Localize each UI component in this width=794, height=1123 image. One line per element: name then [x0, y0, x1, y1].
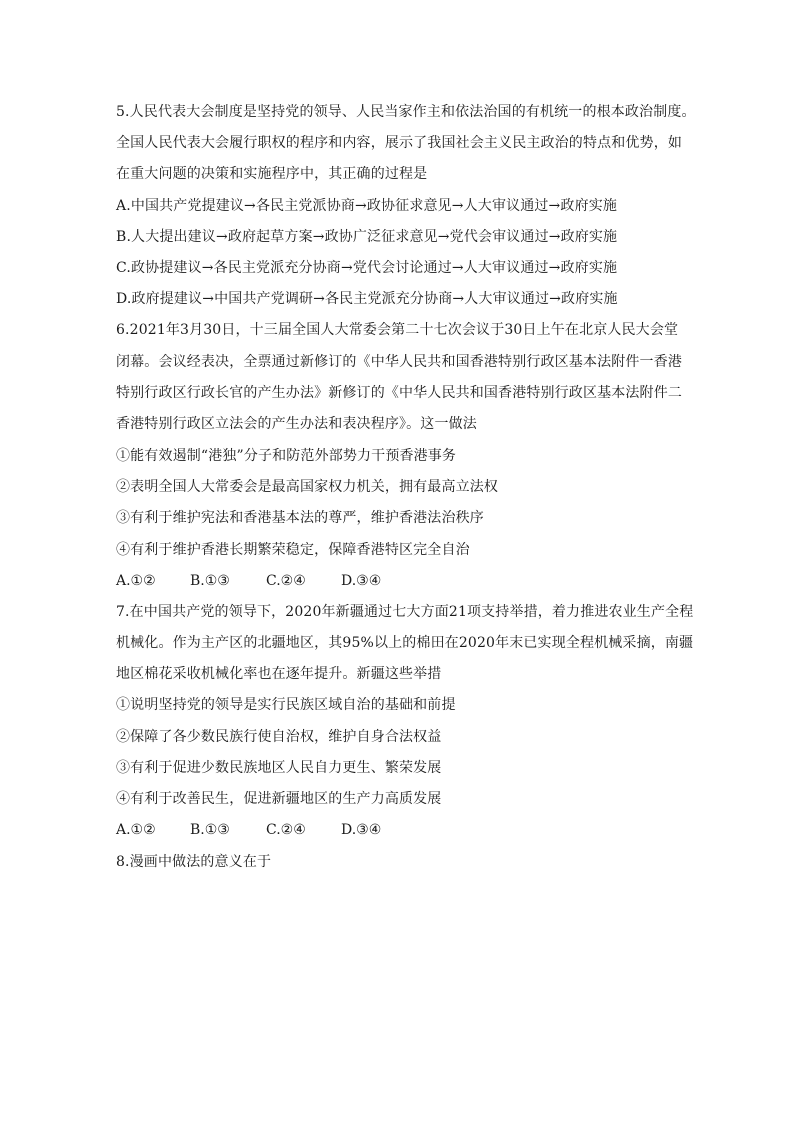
q7-stem-line-1: 7.在中国共产党的领导下，2020年新疆通过七大方面21项支持举措，着力推进农业生产全程: [116, 604, 694, 620]
q6-statement-3: ③有利于维护宪法和香港基本法的尊严，维护香港法治秩序: [116, 510, 484, 526]
q5-option-d: D.政府提建议→中国共产党调研→各民主党派充分协商→人大审议通过→政府实施: [116, 291, 618, 307]
q6-choice-b: B.①③: [190, 573, 230, 589]
q7-stem-line-2: 机械化。作为主产区的北疆地区，其95%以上的棉田在2020年末已实现全程机械采摘，南疆: [116, 635, 694, 651]
q7-statement-3: ③有利于促进少数民族地区人民自力更生、繁荣发展: [116, 760, 442, 776]
q6-statement-1: ①能有效遏制“港独”分子和防范外部势力干预香港事务: [116, 448, 457, 464]
q6-choice-a: A.①②: [116, 573, 156, 589]
q7-statement-4: ④有利于改善民生，促进新疆地区的生产力高质发展: [116, 791, 442, 807]
q7-choice-d: D.③④: [341, 822, 382, 838]
q5-stem-line-3: 在重大问题的决策和实施程序中，其正确的过程是: [116, 166, 428, 182]
q6-choice-d: D.③④: [341, 573, 382, 589]
q6-stem-line-3: 特别行政区行政长官的产生办法》新修订的《中华人民共和国香港特别行政区基本法附件二: [116, 385, 682, 401]
q8-stem-line-1: 8.漫画中做法的意义在于: [116, 854, 272, 870]
q7-answer-choices: [116, 820, 381, 840]
q7-choice-b: B.①③: [190, 822, 230, 838]
q6-stem-line-2: 闭幕。会议经表决，全票通过新修订的《中华人民共和国香港特别行政区基本法附件一香港: [116, 354, 682, 370]
q6-choice-c: C.②④: [266, 573, 306, 589]
q5-stem-line-1: 5.人民代表大会制度是坚持党的领导、人民当家作主和依法治国的有机统一的根本政治制度。: [116, 104, 696, 120]
q7-statement-2: ②保障了各少数民族行使自治权，维护自身合法权益: [116, 729, 442, 745]
q5-option-c: C.政协提建议→各民主党派充分协商→党代会讨论通过→人大审议通过→政府实施: [116, 260, 618, 276]
q5-option-b: B.人大提出建议→政府起草方案→政协广泛征求意见→党代会审议通过→政府实施: [116, 229, 618, 245]
q5-option-a: A.中国共产党提建议→各民主党派协商→政协征求意见→人大审议通过→政府实施: [116, 198, 618, 214]
q7-statement-1: ①说明坚持党的领导是实行民族区域自治的基础和前提: [116, 697, 456, 713]
q6-stem-line-1: 6.2021年3月30日，十三届全国人大常委会第二十七次会议于30日上午在北京人民大会堂: [116, 322, 679, 338]
q5-stem-line-2: 全国人民代表大会履行职权的程序和内容，展示了我国社会主义民主政治的特点和优势，如: [116, 135, 682, 151]
q6-statement-2: ②表明全国人大常委会是最高国家权力机关，拥有最高立法权: [116, 479, 499, 495]
q7-choice-a: A.①②: [116, 822, 156, 838]
q6-stem-line-4: 香港特别行政区立法会的产生办法和表决程序》。这一做法: [116, 416, 477, 432]
q7-choice-c: C.②④: [266, 822, 306, 838]
q6-answer-choices: [116, 571, 381, 591]
q7-stem-line-3: 地区棉花采收机械化率也在逐年提升。新疆这些举措: [116, 666, 442, 682]
q6-statement-4: ④有利于维护香港长期繁荣稳定，保障香港特区完全自治: [116, 542, 470, 558]
